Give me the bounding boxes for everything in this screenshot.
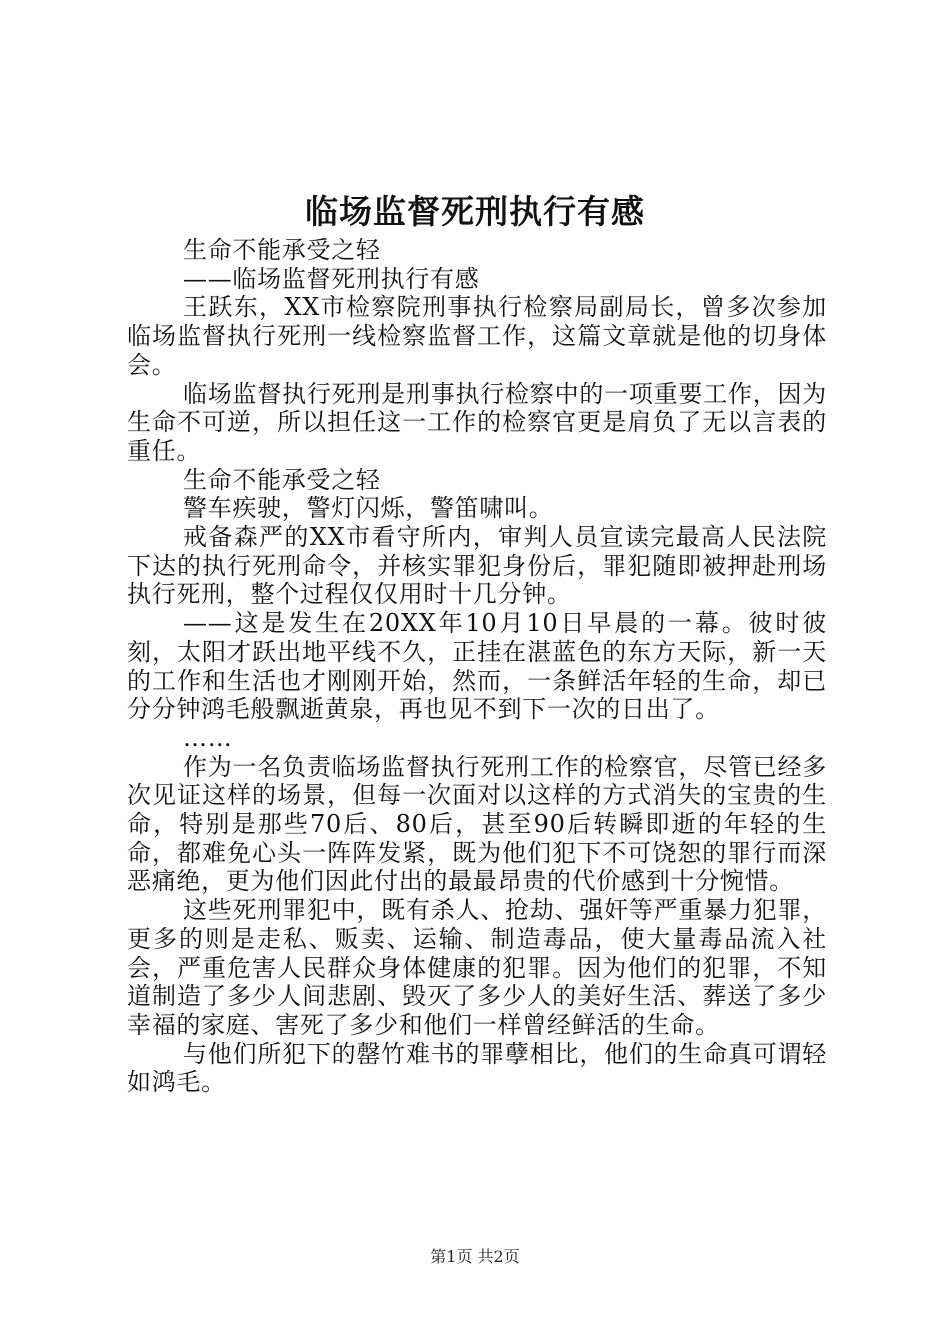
paragraph: ——这是发生在20XX年10月10日早晨的一幕。彼时彼刻，太阳才跃出地平线不久，正挂在湛蓝色的东方天际，新一天的工作和生活也才刚刚开始，然而，一条鲜活年轻的生命，却已分分钟鸿毛般飘逝黄泉，再也见不到下一次的日出了。 <box>127 609 827 724</box>
paragraph: 生命不能承受之轻 <box>183 465 381 494</box>
paragraph: 临场监督执行死刑是刑事执行检察中的一项重要工作，因为生命不可逆，所以担任这一工作的检察官更是肩负了无以言表的重任。 <box>127 379 827 465</box>
paragraph: 与他们所犯下的罄竹难书的罪孽相比，他们的生命真可谓轻如鸿毛。 <box>127 1039 827 1097</box>
paragraph: 戒备森严的XX市看守所内，审判人员宣读完最高人民法院下达的执行死刑命令，并核实罪犯身份后，罪犯随即被押赴刑场执行死刑，整个过程仅仅用时十几分钟。 <box>127 523 827 609</box>
paragraph: 生命不能承受之轻 <box>183 236 381 264</box>
document-title: 临场监督死刑执行有感 <box>305 192 645 231</box>
document-body <box>127 236 827 1097</box>
paragraph: …… <box>183 723 233 752</box>
paragraph: 这些死刑罪犯中，既有杀人、抢劫、强奸等严重暴力犯罪，更多的则是走私、贩卖、运输、制造毒品，使大量毒品流入社会，严重危害人民群众身体健康的犯罪。因为他们的犯罪，不知道制造了多少人间悲剧、毁灭了多少人的美好生活、葬送了多少幸福的家庭、害死了多少和他们一样曾经鲜活的生命。 <box>127 896 827 1039</box>
paragraph: ——临场监督死刑执行有感 <box>183 264 480 293</box>
paragraph: 警车疾驶，警灯闪烁，警笛啸叫。 <box>183 494 554 523</box>
paragraph: 王跃东，XX市检察院刑事执行检察局副局长，曾多次参加临场监督执行死刑一线检察监督工作，这篇文章就是他的切身体会。 <box>127 293 827 379</box>
paragraph: 作为一名负责临场监督执行死刑工作的检察官，尽管已经多次见证这样的场景，但每一次面对以这样的方式消失的宝贵的生命，特别是那些70后、80后，甚至90后转瞬即逝的年轻的生命，都难免心头一阵阵发紧，既为他们犯下不可饶恕的罪行而深恶痛绝，更为他们因此付出的最最昂贵的代价感到十分惋惜。 <box>127 752 827 896</box>
page-footer: 第1页 共2页 <box>430 1247 520 1266</box>
